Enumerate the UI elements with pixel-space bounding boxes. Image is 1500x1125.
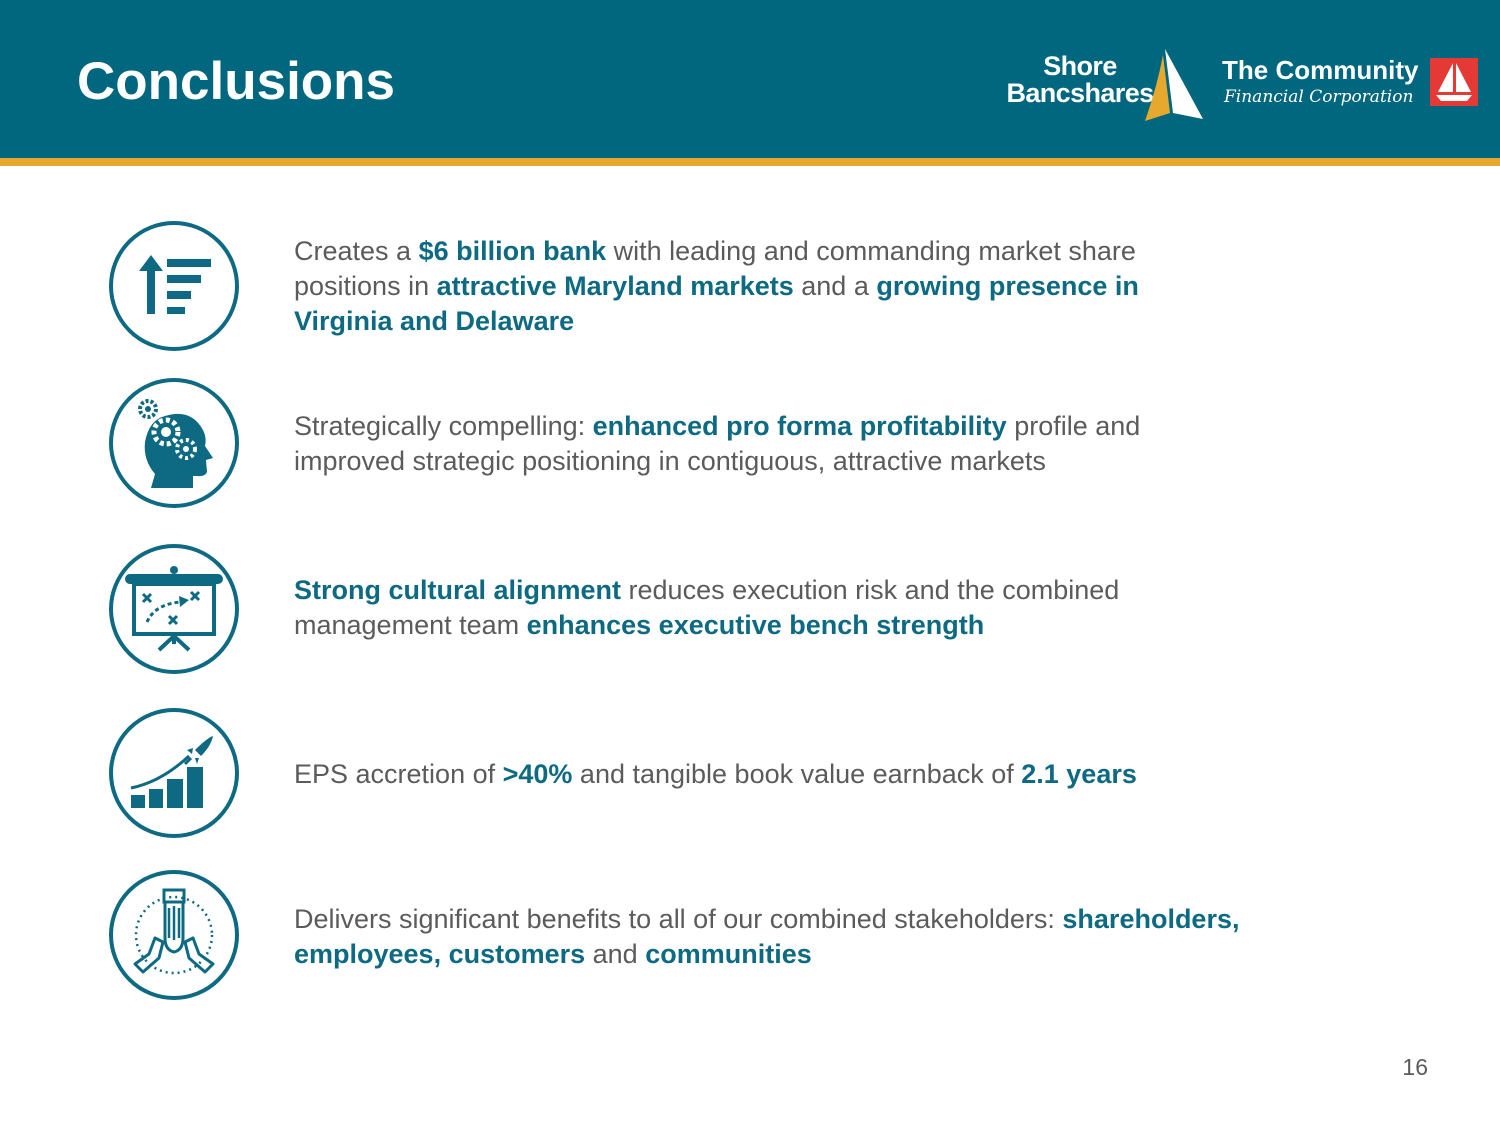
conclusion-5-text: Delivers significant benefits to all of our combined stakeholders: shareholders, employees, customers and communities bbox=[294, 904, 1240, 969]
sail-icon bbox=[1143, 47, 1205, 125]
tcfc-logo bbox=[1222, 55, 1482, 115]
tcfc-wordmark-line2: Financial Corporation bbox=[1224, 87, 1414, 107]
page-number: 16 bbox=[1402, 1054, 1428, 1080]
strategy-board-icon bbox=[107, 542, 241, 676]
conclusion-1-text: Creates a $6 billion bank with leading and commanding market share positions in attractive Maryland markets and a growing presence in Virginia and Delaware bbox=[294, 236, 1139, 336]
sorted-list-up-arrow-icon bbox=[107, 219, 241, 353]
shore-wordmark-line2: Bancshares bbox=[1006, 78, 1154, 108]
tcfc-wordmark-line1: The Community bbox=[1222, 55, 1419, 85]
conclusion-2-text: Strategically compelling: enhanced pro forma profitability profile and improved strategic positioning in contiguous, attractive markets bbox=[294, 411, 1141, 476]
shore-wordmark-line1: Shore bbox=[1043, 51, 1117, 81]
shore-bancshares-wordmark bbox=[995, 53, 1165, 107]
header-accent-rule bbox=[0, 158, 1500, 166]
conclusion-4-text: EPS accretion of >40% and tangible book value earnback of 2.1 years bbox=[294, 759, 1137, 789]
growth-chart-rocket-icon bbox=[107, 706, 241, 840]
conclusion-3-text: Strong cultural alignment reduces execution risk and the combined management team enhances executive bench strength bbox=[294, 575, 1120, 640]
tcfc-sail-emblem-icon bbox=[1430, 58, 1478, 106]
slide-title: Conclusions bbox=[77, 52, 396, 111]
joined-hands-icon bbox=[107, 868, 241, 1002]
head-with-gears-icon bbox=[107, 376, 241, 510]
shore-bancshares-logo bbox=[995, 45, 1210, 125]
